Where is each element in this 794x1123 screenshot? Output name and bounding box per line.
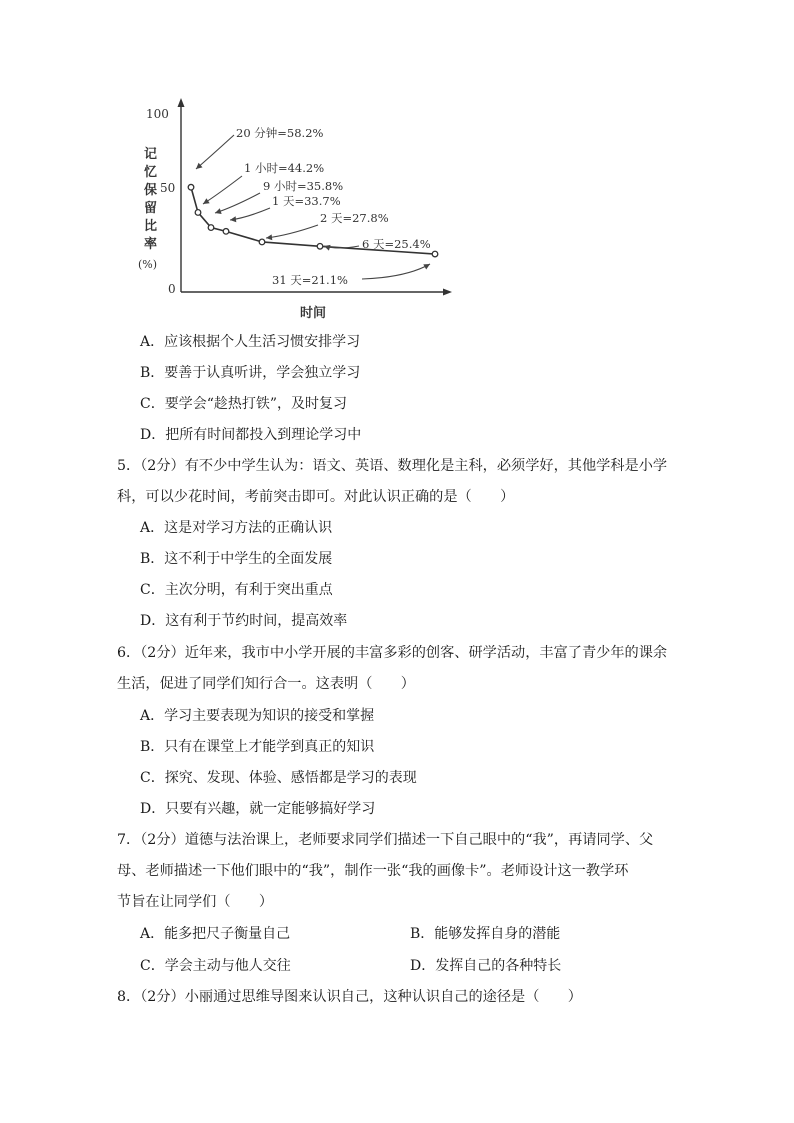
q5-stem-line2: 科，可以少花时间，考前突击即可。对此认识正确的是（ ） (117, 489, 515, 505)
y-axis-arrow (178, 98, 185, 107)
q7-option-a: A．能多把尺子衡量自己 (140, 926, 291, 942)
q4-option-d: D．把所有时间都投入到理论学习中 (140, 427, 362, 443)
data-label-5: 2 天=27.8% (320, 211, 389, 225)
label-arrow-4 (230, 208, 270, 220)
label-arrowhead-6 (324, 245, 331, 251)
chart-svg (130, 96, 460, 322)
data-point-5 (259, 239, 265, 245)
q7-stem-line2: 母、老师描述一下他们眼中的“我”，制作一张“我的画像卡”。老师设计这一教学环 (117, 863, 629, 879)
q6-option-d: D．只要有兴趣，就一定能够搞好学习 (140, 801, 376, 817)
q5-option-a: A．这是对学习方法的正确认识 (140, 520, 333, 536)
y-tick-50: 50 (160, 181, 176, 195)
q6-option-b: B．只有在课堂上才能学到真正的知识 (140, 739, 375, 755)
q7-stem-line3: 节旨在让同学们（ ） (117, 894, 274, 910)
y-axis-label: 记忆保留比率(%) (138, 147, 158, 271)
q4-option-a: A．应该根据个人生活习惯安排学习 (140, 334, 361, 350)
q6-option-a: A．学习主要表现为知识的接受和掌握 (140, 708, 375, 724)
data-label-3: 9 小时=35.8% (263, 179, 344, 193)
label-arrow-5 (266, 225, 318, 238)
q5-option-d: D．这有利于节约时间，提高效率 (140, 613, 348, 629)
data-label-1: 20 分钟=58.2% (236, 126, 324, 140)
data-point-1 (188, 184, 194, 190)
label-arrow-3 (215, 193, 260, 213)
q6-option-c: C．探究、发现、体验、感悟都是学习的表现 (140, 770, 417, 786)
memory-retention-chart (130, 96, 460, 322)
q4-option-b: B．要善于认真听讲，学会独立学习 (140, 365, 361, 381)
label-arrowhead-4 (230, 216, 236, 222)
data-label-7: 31 天=21.1% (272, 273, 348, 287)
data-label-4: 1 天=33.7% (272, 194, 341, 208)
label-arrow-2 (203, 176, 242, 204)
q8-stem-line1: 8．（2分）小丽通过思维导图来认识自己，这种认识自己的途径是（ ） (117, 989, 582, 1005)
y-tick-100: 100 (146, 107, 169, 121)
data-point-3 (208, 225, 214, 231)
q7-option-b: B．能够发挥自身的潜能 (410, 926, 561, 942)
data-point-7 (432, 251, 438, 257)
x-axis-arrow (443, 289, 452, 296)
data-point-4 (223, 229, 229, 235)
x-axis-label: 时间 (300, 306, 327, 321)
q6-stem-line1: 6．（2分）近年来，我市中小学开展的丰富多彩的创客、研学活动，丰富了青少年的课余 (117, 645, 668, 661)
q5-option-c: C．主次分明，有利于突出重点 (140, 582, 333, 598)
label-arrow-7 (362, 264, 430, 279)
label-arrowhead-3 (215, 208, 222, 214)
y-tick-0: 0 (168, 282, 176, 296)
q5-stem-line1: 5．（2分）有不少中学生认为：语文、英语、数理化是主科，必须学好，其他学科是小学 (117, 458, 668, 474)
q5-option-b: B．这不利于中学生的全面发展 (140, 551, 333, 567)
label-arrow-1 (196, 135, 234, 169)
data-point-2 (195, 210, 201, 216)
data-label-2: 1 小时=44.2% (244, 161, 325, 175)
label-arrowhead-5 (266, 234, 272, 240)
q7-stem-line1: 7．（2分）道德与法治课上，老师要求同学们描述一下自己眼中的“我”，再请同学、父 (117, 832, 654, 848)
q7-option-c: C．学会主动与他人交往 (140, 958, 291, 974)
label-arrowhead-2 (203, 198, 210, 204)
data-point-6 (317, 243, 323, 249)
data-label-6: 6 天=25.4% (362, 237, 431, 251)
q6-stem-line2: 生活，促进了同学们知行合一。这表明（ ） (117, 676, 415, 692)
q4-option-c: C．要学会“趁热打铁”，及时复习 (140, 396, 348, 412)
q7-option-d: D．发挥自己的各种特长 (410, 958, 562, 974)
